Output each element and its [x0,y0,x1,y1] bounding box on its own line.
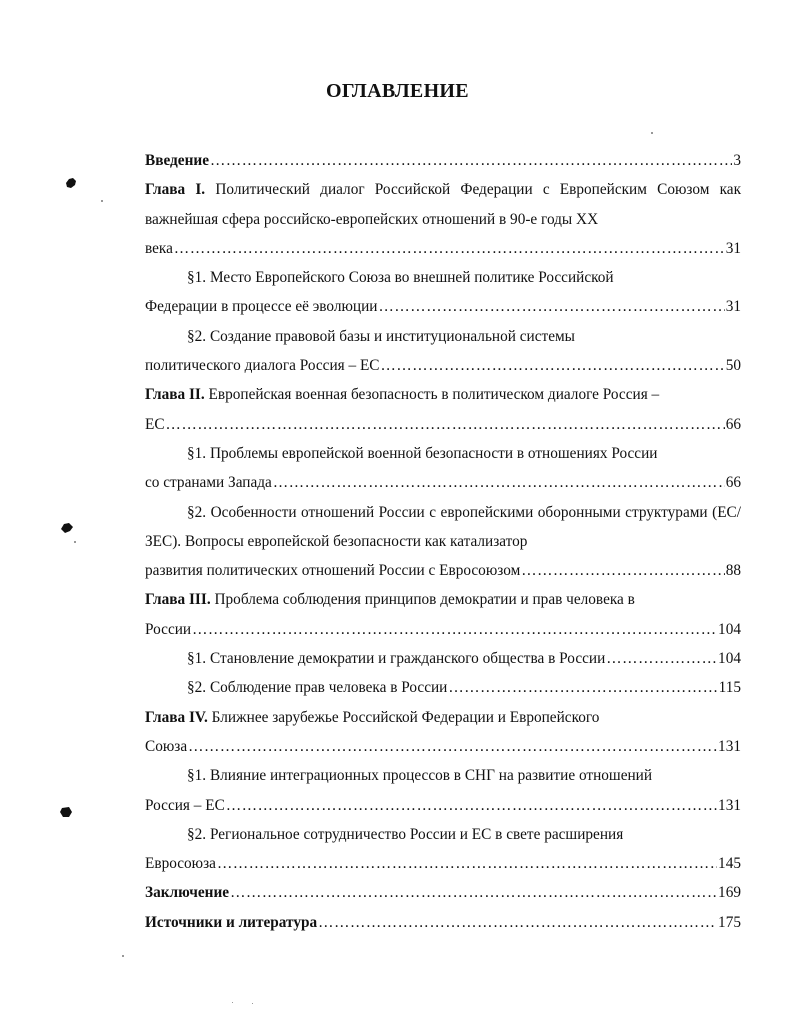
chapter-label: Глава IV. [145,708,208,726]
section-title: §2. Соблюдение прав человека в России [187,679,448,697]
page-title: ОГЛАВЛЕНИЕ [326,80,469,102]
page-number: 169 [718,884,741,902]
scan-speck [252,1003,253,1004]
page-number: 66 [725,474,741,492]
toc-entry-label: Источники и литература [145,913,318,931]
dot-leader [192,615,717,644]
toc-entry-chapter-4 [145,703,741,762]
page-number: 115 [718,679,741,697]
chapter-label: Глава II. [145,386,205,404]
page-number: 50 [725,357,741,375]
page-number: 145 [718,855,741,873]
toc-entry-chapter-3-section-2 [145,673,741,702]
scan-speck [122,955,124,957]
page-number: 31 [725,239,741,257]
title-continuation: века [145,239,173,257]
dot-leader [521,556,724,585]
toc-entry-chapter-3 [145,585,741,644]
toc-entry-chapter-1-section-1 [145,263,741,322]
dot-leader [230,878,717,907]
title-continuation: Евросоюза [145,855,216,873]
punch-hole-icon [60,521,74,535]
dot-leader [217,849,717,878]
punch-hole-icon [59,805,73,819]
title-continuation: Федерации в процессе её эволюции [145,298,378,316]
chapter-label: Глава I. [145,181,206,199]
page-number: 104 [718,650,741,668]
chapter-title: Проблема соблюдения принципов демократии и прав человека в [214,591,635,609]
section-title: §2. Региональное сотрудничество России и ЕС в свете расширения [187,825,624,843]
punch-hole-icon [64,176,78,190]
section-title: §1. Становление демократии и гражданского общества в России [187,650,606,668]
scan-speck [232,1002,233,1003]
toc-entry-conclusion [145,878,741,907]
toc-entry-introduction [145,146,741,175]
dot-leader [318,908,717,937]
page-number: 66 [725,415,741,433]
title-continuation: со странами Запада [145,474,272,492]
section-title: §2. Особенности отношений России с европейскими оборонными структурами (ЕС/ЗЕС). Вопросы европейской безопасности как катализатор [145,503,741,550]
toc-entry-chapter-4-section-1 [145,761,741,820]
dot-leader [166,410,725,439]
page-number: 3 [733,152,741,169]
toc-entry-chapter-1-section-2 [145,322,741,381]
page-number: 31 [725,298,741,316]
dot-leader [273,468,725,497]
toc-entry-chapter-3-section-1 [145,644,741,673]
toc-entry-sources [145,908,741,937]
title-continuation: ЕС [145,415,165,433]
toc-entry-chapter-4-section-2 [145,820,741,879]
scan-speck [651,132,653,134]
scan-speck [101,200,103,202]
dot-leader [448,673,717,702]
chapter-title: Политический диалог Российской Федерации с Европейским Союзом как важнейшая сфера российско-европейских отношений в 90-е годы XX [145,181,741,228]
toc-entry-chapter-2-section-1 [145,439,741,498]
chapter-title: Ближнее зарубежье Российской Федерации и Европейского [211,708,600,726]
title-continuation: России [145,620,192,638]
page-number: 88 [725,562,741,580]
section-title: §1. Место Европейского Союза во внешней политике Российской [187,269,614,287]
section-title: §1. Проблемы европейской военной безопасности в отношениях России [187,444,658,462]
toc-entry-chapter-1 [145,175,741,263]
dot-leader [188,732,717,761]
title-continuation: развития политических отношений России с Евросоюзом [145,562,521,580]
dot-leader [606,644,717,673]
dot-leader [381,351,725,380]
dot-leader [379,292,725,321]
table-of-contents [145,146,741,937]
page-number: 175 [718,913,741,931]
title-continuation: Союза [145,737,188,755]
toc-entry-label: Введение [145,152,209,169]
dot-leader [226,791,717,820]
section-title: §2. Создание правовой базы и институциональной системы [187,327,575,345]
title-continuation: политического диалога Россия – ЕС [145,357,380,375]
dot-leader [210,146,732,175]
dot-leader [174,234,725,263]
page-number: 131 [718,737,741,755]
scan-speck [74,541,76,543]
page-number: 131 [718,796,741,814]
section-title: §1. Влияние интеграционных процессов в СНГ на развитие отношений [187,767,653,785]
title-continuation: Россия – ЕС [145,796,225,814]
chapter-label: Глава III. [145,591,211,609]
toc-entry-chapter-2-section-2 [145,498,741,586]
toc-entry-chapter-2 [145,380,741,439]
page-number: 104 [718,620,741,638]
toc-entry-label: Заключение [145,884,230,902]
chapter-title: Европейская военная безопасность в политическом диалоге Россия – [208,386,660,404]
